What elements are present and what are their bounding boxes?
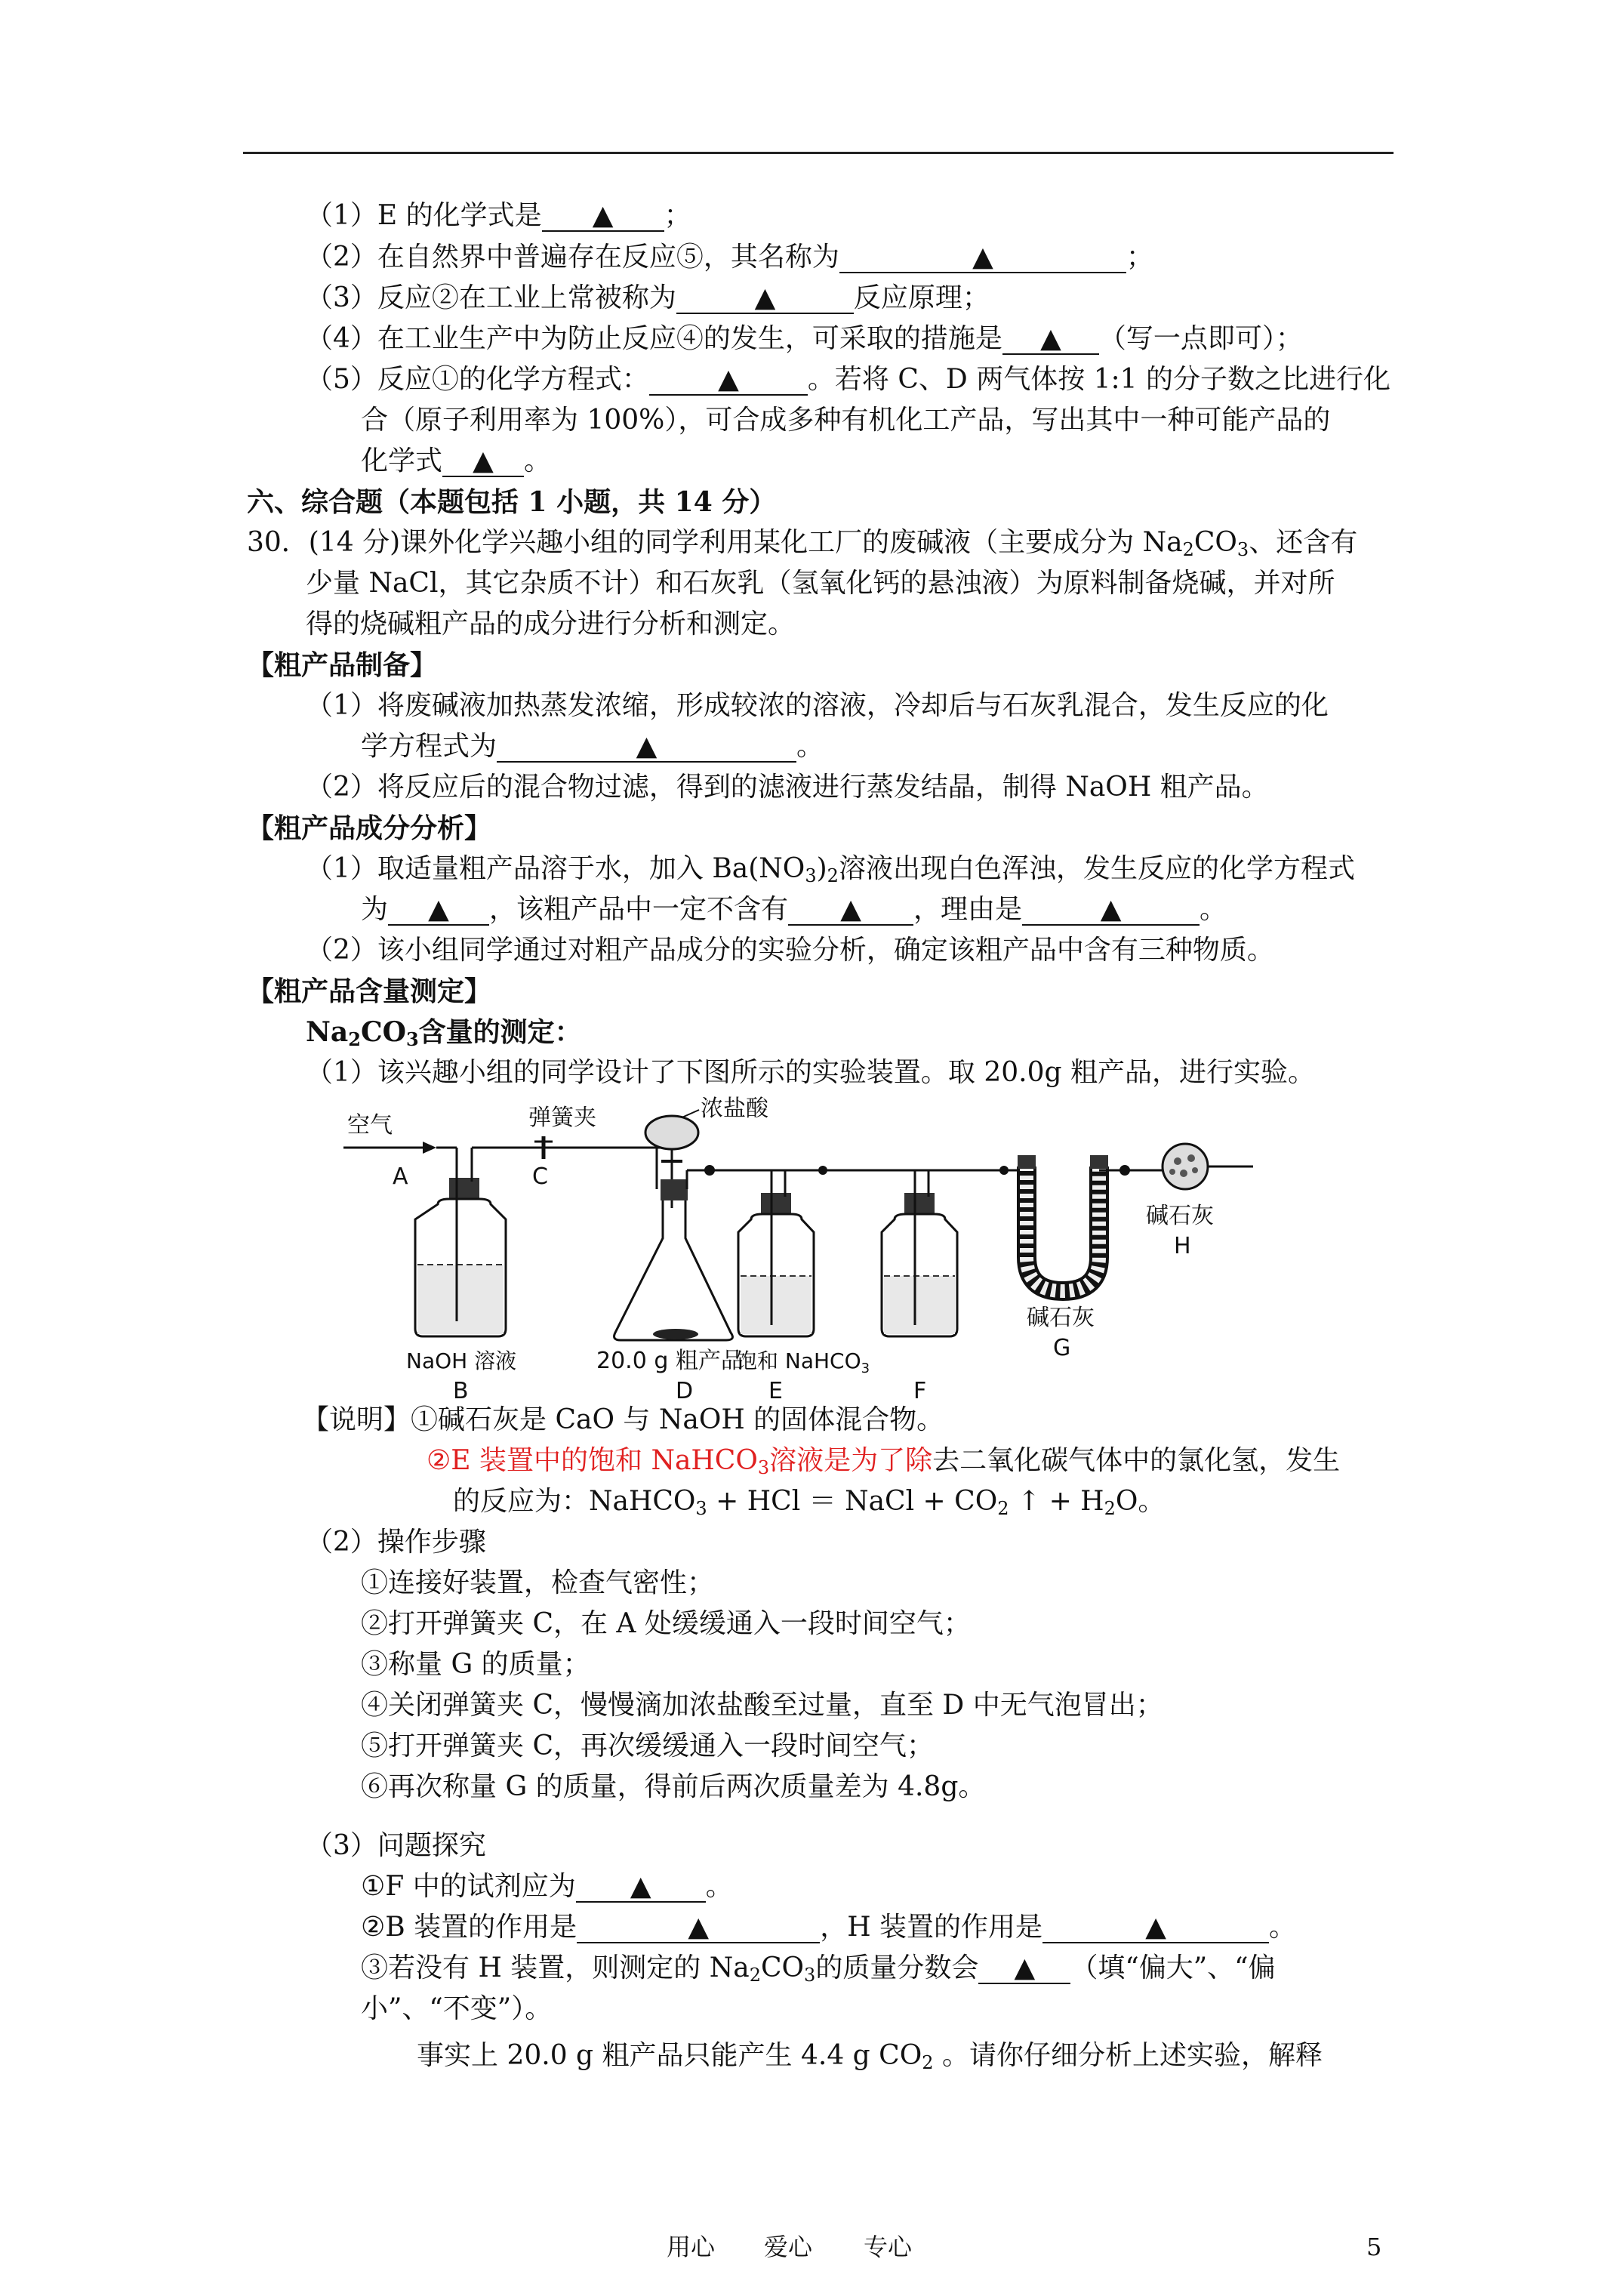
steps-heading: （2）操作步骤: [306, 1527, 486, 1558]
sat-nahco3-label: 饱和 NaHCO$_3$: [736, 1348, 870, 1376]
problem-30-line-1: 30．(14 分)课外化学兴趣小组的同学利用某化工厂的废碱液（主要成分为 $Na_2CO_3$、还含有: [247, 527, 1358, 560]
footer-motto-3: 专心: [864, 2233, 913, 2261]
step-5: ⑤打开弹簧夹 C，再次缓缓通入一段时间空气；: [361, 1730, 934, 1761]
analysis-2-line: （2）该小组同学通过对粗产品成分的实验分析，确定该粗产品中含有三种物质。: [306, 935, 1274, 966]
spring-clip-label: 弹簧夹: [528, 1105, 596, 1131]
na2co3-measure-heading: $Na_2CO_3$含量的测定：: [306, 1016, 582, 1050]
analysis-1-line-2: 为 ▲ ，该粗产品中一定不含有 ▲ ，理由是 ▲ 。: [361, 894, 1227, 925]
question-2-line: （2）在自然界中普遍存在反应⑤，其名称为 ▲ ；: [306, 242, 1153, 273]
naoh-solution-label: NaOH 溶液: [406, 1348, 517, 1373]
apparatus-diagram: [340, 1095, 1283, 1404]
problem-30-line-2: 少量 NaCl，其它杂质不计）和石灰乳（氢氧化钙的悬浊液）为原料制备烧碱，并对所: [306, 568, 1335, 599]
footer-motto-2: 爱心: [764, 2233, 813, 2261]
label-c: C: [532, 1163, 548, 1190]
page-number: 5: [1366, 2233, 1382, 2261]
investigation-c: ③若没有 H 装置，则测定的 $Na_2CO_3$的质量分数会 ▲ （填“偏大”、“偏: [361, 1952, 1276, 1986]
step-4: ④关闭弹簧夹 C，慢慢滴加浓盐酸至过量，直至 D 中无气泡冒出；: [361, 1690, 1163, 1721]
label-d: D: [676, 1378, 694, 1404]
question-5-line-2: 合（原子利用率为 100%），可合成多种有机化工产品，写出其中一种可能产品的: [361, 405, 1331, 436]
analysis-1-line-1: （1）取适量粗产品溶于水，加入 $Ba(NO_3)_2$溶液出现白色浑浊，发生反应的化学方程式: [306, 853, 1355, 886]
answer-blank[interactable]: ▲: [978, 1952, 1070, 1984]
investigation-c-line-2: 小”、“不变”）。: [361, 1993, 553, 2024]
answer-blank[interactable]: ▲: [1002, 323, 1099, 355]
answer-blank[interactable]: ▲: [542, 200, 664, 232]
question-4-line: （4）在工业生产中为防止反应④的发生，可采取的措施是 ▲ （写一点即可）；: [306, 323, 1303, 354]
measure-1-line: （1）该兴趣小组的同学设计了下图所示的实验装置。取 20.0g 粗产品，进行实验。: [306, 1057, 1315, 1088]
note-line-1: 【说明】①碱石灰是 CaO 与 NaOH 的固体混合物。: [302, 1404, 944, 1435]
answer-blank[interactable]: ▲: [1022, 894, 1200, 926]
label-a: A: [393, 1163, 408, 1190]
answer-blank[interactable]: ▲: [577, 1912, 820, 1943]
investigation-heading: （3）问题探究: [306, 1830, 486, 1861]
step-3: ③称量 G 的质量；: [361, 1649, 590, 1680]
heading-measurement: 【粗产品含量测定】: [247, 975, 492, 1007]
header-rule: [243, 152, 1394, 154]
prep-2-line: （2）将反应后的混合物过滤，得到的滤液进行蒸发结晶，制得 NaOH 粗产品。: [306, 772, 1269, 803]
note-line-2: ②E 装置中的饱和 NaHCO$_3$溶液是为了除去二氧化碳气体中的氯化氢，发生: [427, 1445, 1341, 1478]
footer-motto-1: 用心: [667, 2233, 716, 2261]
question-1-line: （1）E 的化学式是 ▲ ；: [306, 200, 691, 231]
label-h: H: [1174, 1233, 1191, 1259]
question-5-line-3: 化学式 ▲ 。: [361, 445, 552, 476]
section-6-heading: 六、综合题（本题包括 1 小题，共 14 分）: [247, 486, 777, 518]
closing-line: 事实上 20.0 g 粗产品只能产生 4.4 g $CO_2$ 。请你仔细分析上述实验，解释: [417, 2040, 1323, 2073]
label-g: G: [1053, 1335, 1071, 1361]
conc-hcl-label: 浓盐酸: [701, 1096, 768, 1122]
label-e: E: [768, 1378, 783, 1404]
heading-preparation: 【粗产品制备】: [247, 649, 438, 681]
crude-product-label: 20.0 g 粗产品: [596, 1348, 744, 1374]
answer-blank[interactable]: ▲: [649, 364, 808, 396]
label-b: B: [453, 1378, 469, 1404]
soda-lime-h-label: 碱石灰: [1146, 1203, 1214, 1229]
answer-blank[interactable]: ▲: [442, 445, 524, 477]
answer-blank[interactable]: ▲: [839, 242, 1126, 273]
answer-blank[interactable]: ▲: [576, 1871, 706, 1903]
answer-blank[interactable]: ▲: [388, 894, 489, 926]
note-line-3: 的反应为：NaHCO$_3$ + HCl ＝ NaCl + $CO_2$ ↑ + $H_2O$。: [453, 1486, 1166, 1519]
label-f: F: [913, 1378, 927, 1404]
prep-1-line-1: （1）将废碱液加热蒸发浓缩，形成较浓的溶液，冷却后与石灰乳混合，发生反应的化: [306, 690, 1329, 721]
answer-blank[interactable]: ▲: [676, 282, 854, 314]
question-5-line: （5）反应①的化学方程式： ▲ 。若将 C、D 两气体按 1:1 的分子数之比进行化: [306, 364, 1391, 395]
answer-blank[interactable]: ▲: [497, 731, 796, 763]
step-2: ②打开弹簧夹 C，在 A 处缓缓通入一段时间空气；: [361, 1608, 971, 1639]
problem-30-line-3: 得的烧碱粗产品的成分进行分析和测定。: [306, 609, 796, 639]
investigation-a: ①F 中的试剂应为 ▲ 。: [361, 1871, 733, 1902]
step-1: ①连接好装置，检查气密性；: [361, 1567, 715, 1598]
question-3-line: （3）反应②在工业上常被称为 ▲ 反应原理；: [306, 282, 990, 313]
air-label: 空气: [347, 1112, 393, 1139]
investigation-b: ②B 装置的作用是 ▲ ，H 装置的作用是 ▲ 。: [361, 1912, 1297, 1943]
soda-lime-g-label: 碱石灰: [1027, 1305, 1095, 1331]
answer-blank[interactable]: ▲: [1042, 1912, 1269, 1943]
answer-blank[interactable]: ▲: [788, 894, 913, 926]
step-6: ⑥再次称量 G 的质量，得前后两次质量差为 4.8g。: [361, 1771, 986, 1802]
heading-analysis: 【粗产品成分分析】: [247, 812, 492, 844]
prep-1-line-2: 学方程式为 ▲ 。: [361, 731, 824, 762]
